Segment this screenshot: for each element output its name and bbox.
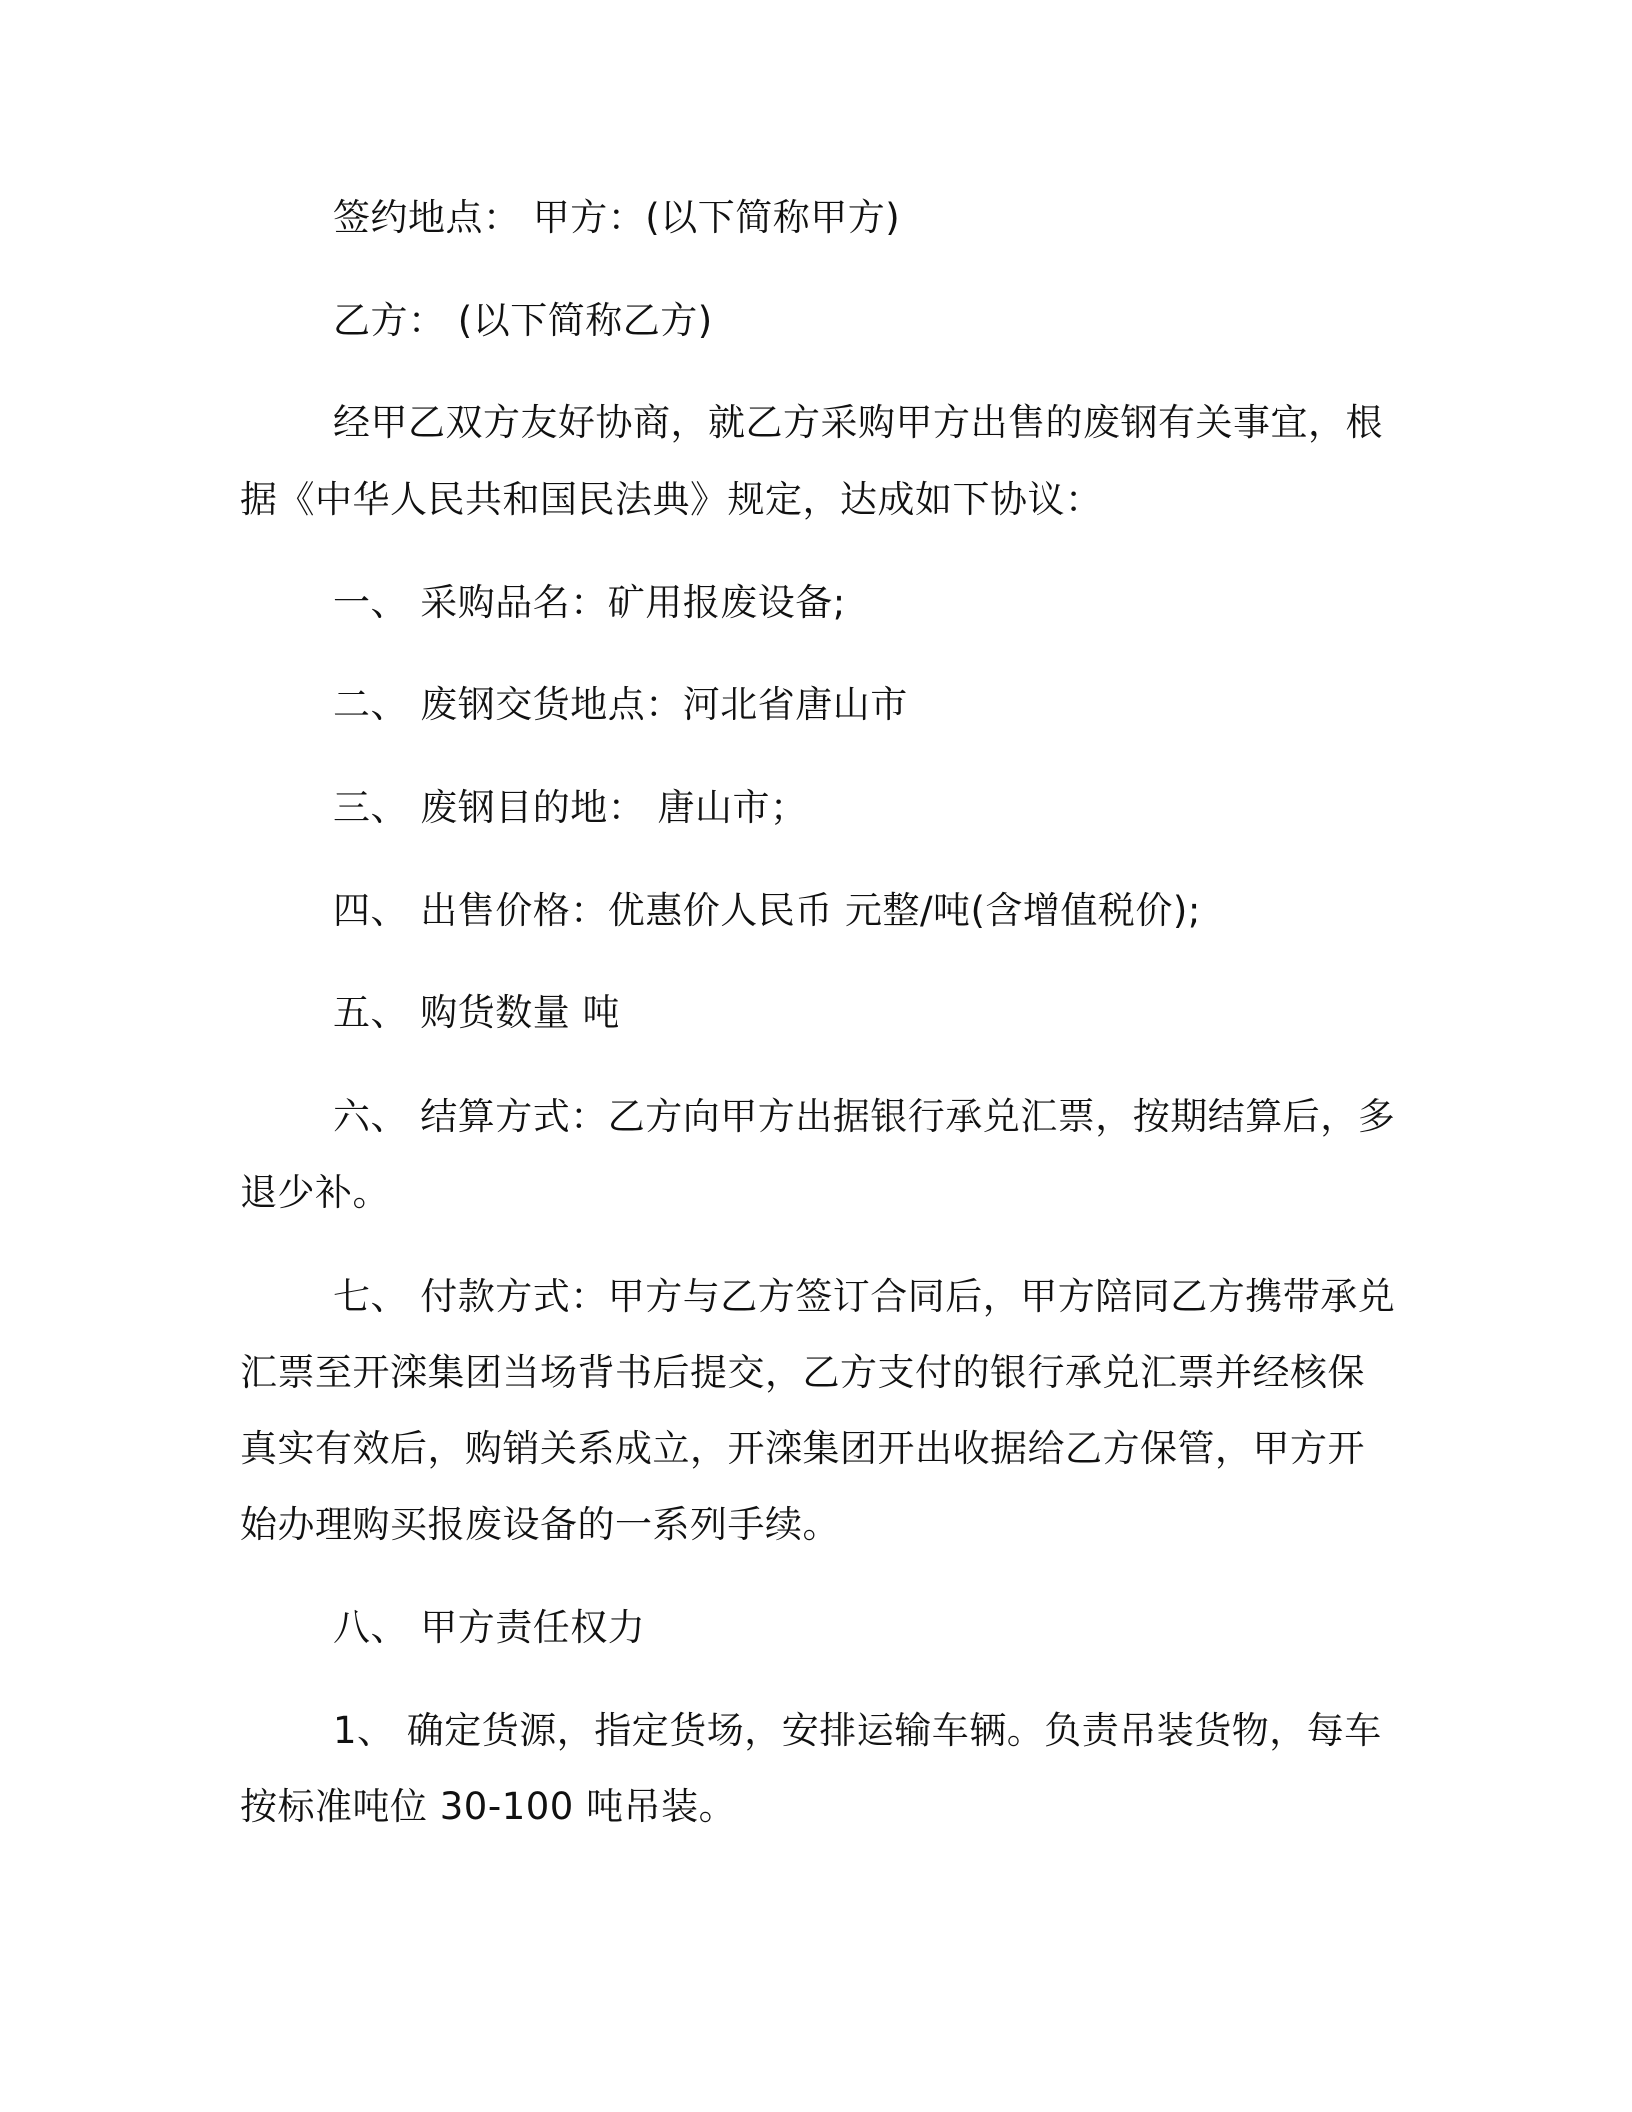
clause-8-heading: 八、 甲方责任权力 [333, 1606, 646, 1649]
clause-6-settlement-line-2: 退少补。 [240, 1171, 390, 1214]
clause-3-destination: 三、 废钢目的地： 唐山市； [333, 786, 808, 829]
clause-7-payment-line-1: 七、 付款方式：甲方与乙方签订合同后，甲方陪同乙方携带承兑 [333, 1275, 1396, 1318]
clause-5-quantity: 五、 购货数量 吨 [333, 991, 621, 1034]
preamble-line-1: 经甲乙双方友好协商，就乙方采购甲方出售的废钢有关事宜，根 [333, 401, 1383, 444]
clause-8-item-1-line-2: 按标准吨位 30-100 吨吊装。 [240, 1785, 737, 1828]
clause-7-payment-line-2: 汇票至开滦集团当场背书后提交，乙方支付的银行承兑汇票并经核保 [240, 1351, 1365, 1394]
clause-7-payment-line-3: 真实有效后，购销关系成立，开滦集团开出收据给乙方保管，甲方开 [240, 1427, 1365, 1470]
clause-4-price: 四、 出售价格：优惠价人民币 元整/吨(含增值税价); [333, 889, 1201, 932]
clause-7-payment-line-4: 始办理购买报废设备的一系列手续。 [240, 1503, 840, 1546]
party-b-line: 乙方： (以下简称乙方) [333, 299, 713, 342]
clause-6-settlement-line-1: 六、 结算方式：乙方向甲方出据银行承兑汇票，按期结算后，多 [333, 1095, 1396, 1138]
clause-1-product-name: 一、 采购品名：矿用报废设备; [333, 581, 846, 624]
clause-8-item-1-line-1: 1、 确定货源，指定货场，安排运输车辆。负责吊装货物，每车 [333, 1709, 1382, 1752]
clause-2-delivery-place: 二、 废钢交货地点：河北省唐山市 [333, 683, 908, 726]
preamble-line-2: 据《中华人民共和国民法典》规定，达成如下协议： [240, 478, 1103, 521]
signing-place-line: 签约地点： 甲方：(以下简称甲方) [333, 196, 901, 239]
